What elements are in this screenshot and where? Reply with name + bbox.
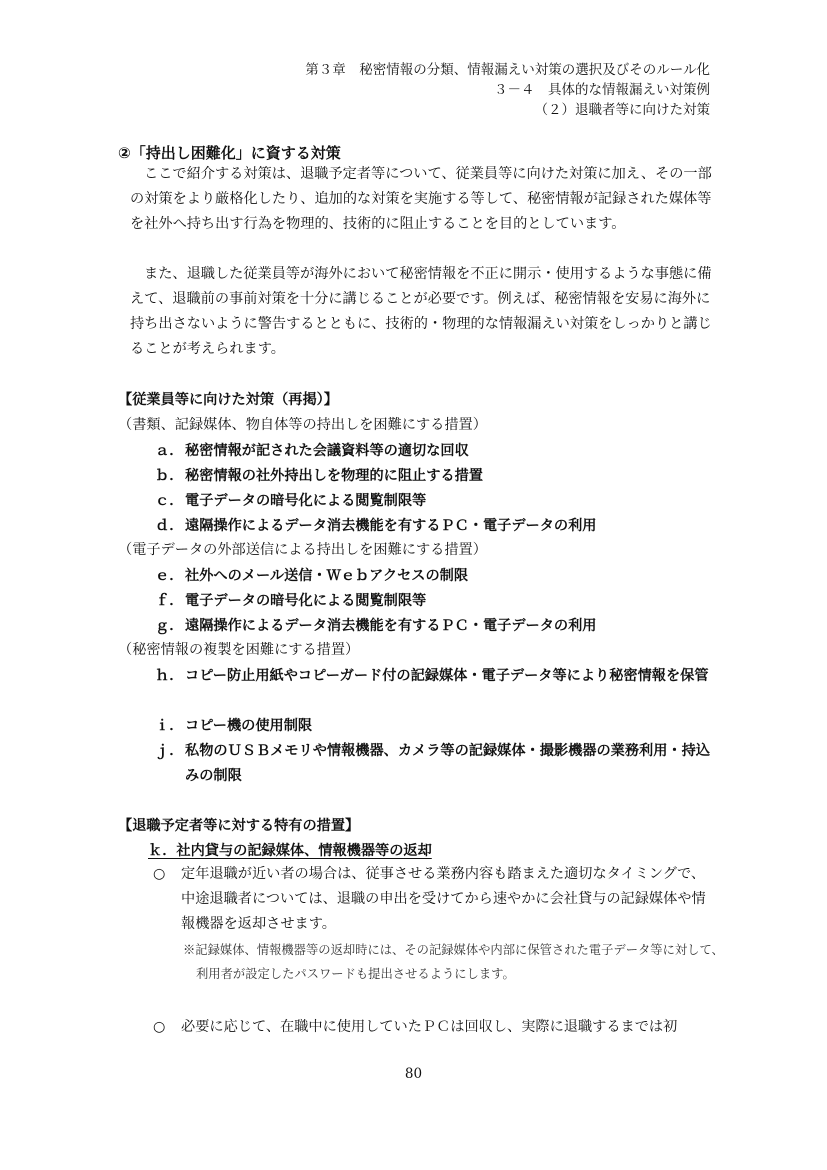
- intro-paragraph: ここで紹介する対策は、退職予定者等について、従業員等に向けた対策に加え、その一部の対策をより厳格化したり、追加的な対策を実施する等して、秘密情報が記録された媒体等を社外へ持ち出す行為を物理的、技術的に阻止することを目的としています。: [130, 166, 712, 232]
- item-marker: ｇ．: [155, 618, 184, 634]
- measure-item-a: [155, 439, 715, 464]
- item-marker: ｈ．: [155, 668, 184, 684]
- item-text: 私物のＵＳＢメモリや情報機器、カメラ等の記録媒体・撮影機器の業務利用・持込みの制限: [185, 743, 710, 784]
- employee-measures-heading: 【従業員等に向けた対策（再掲）】: [118, 392, 338, 408]
- group-heading-physical: （書類、記録媒体、物自体等の持出しを困難にする措置）: [118, 417, 487, 433]
- measure-item-h: [155, 664, 715, 689]
- circle-bullet-icon: ○: [153, 1019, 166, 1035]
- item-text: 秘密情報の社外持出しを物理的に阻止する措置: [185, 468, 483, 484]
- item-text: 秘密情報が記された会議資料等の適切な回収: [185, 443, 469, 459]
- measure-item-g: [155, 614, 715, 639]
- item-text: 社外へのメール送信・Ｗｅｂアクセスの制限: [185, 568, 469, 584]
- item-marker: ｅ．: [155, 568, 184, 584]
- item-marker: ａ．: [155, 443, 184, 459]
- measure-item-b: [155, 464, 715, 489]
- measure-item-c: [155, 489, 715, 514]
- measure-item-i: [155, 714, 715, 739]
- item-text: 電子データの暗号化による閲覧制限等: [185, 593, 427, 609]
- item-text: コピー機の使用制限: [185, 718, 313, 734]
- item-marker: ｂ．: [155, 468, 184, 484]
- circle-bullet-icon: ○: [153, 866, 166, 882]
- item-marker: ｄ．: [155, 518, 184, 534]
- retiree-measures-heading: 【退職予定者等に対する特有の措置】: [118, 818, 360, 834]
- measure-item-d: [155, 514, 715, 539]
- measure-item-k: ｋ．社内貸与の記録媒体、情報機器等の返却: [148, 843, 432, 859]
- bullet-text: 定年退職が近い者の場合は、従事させる業務内容も踏まえた適切なタイミングで、中途退職者については、退職の申出を受けてから速やかに会社貸与の記録媒体や情報機器を返却させます。: [181, 866, 706, 932]
- item-text: 遠隔操作によるデータ消去機能を有するＰＣ・電子データの利用: [185, 618, 597, 634]
- bullet-return-devices: [153, 862, 713, 937]
- section-header: ３－４ 具体的な情報漏えい対策例: [494, 82, 710, 98]
- section-title: ②「持出し困難化」に資する対策: [118, 144, 341, 162]
- measure-item-e: [155, 564, 715, 589]
- group-heading-copy: （秘密情報の複製を困難にする措置）: [118, 642, 360, 658]
- group-heading-electronic: （電子データの外部送信による持出しを困難にする措置）: [118, 542, 487, 558]
- overseas-paragraph: また、退職した従業員等が海外において秘密情報を不正に開示・使用するような事態に備えて、退職前の事前対策を十分に講じることが必要です。例えば、秘密情報を安易に海外に持ち出さないように警告するとともに、技術的・物理的な情報漏えい対策をしっかりと講じることが考えられます。: [130, 266, 712, 357]
- item-text: 遠隔操作によるデータ消去機能を有するＰＣ・電子データの利用: [185, 518, 597, 534]
- page-number: 80: [404, 1066, 423, 1082]
- item-text: コピー防止用紙やコピーガード付の記録媒体・電子データ等により秘密情報を保管: [185, 668, 709, 684]
- item-marker: ｊ．: [155, 743, 184, 759]
- item-marker: ｆ．: [155, 593, 184, 609]
- subsection-header: （２）退職者等に向けた対策: [534, 102, 710, 118]
- item-marker: ｃ．: [155, 493, 184, 509]
- measure-item-j: [155, 739, 715, 789]
- password-note: ※記録媒体、情報機器等の返却時には、その記録媒体や内部に保管された電子データ等に対して、利用者が設定したパスワードも提出させるようにします。: [183, 943, 724, 981]
- item-marker: ｉ．: [155, 718, 184, 734]
- item-text: 電子データの暗号化による閲覧制限等: [185, 493, 427, 509]
- chapter-header: 第３章 秘密情報の分類、情報漏えい対策の選択及びそのルール化: [305, 62, 710, 78]
- measure-item-f: [155, 589, 715, 614]
- bullet-collect-pc: [153, 1015, 713, 1040]
- bullet-text: 必要に応じて、在職中に使用していたＰＣは回収し、実際に退職するまでは初: [181, 1019, 678, 1035]
